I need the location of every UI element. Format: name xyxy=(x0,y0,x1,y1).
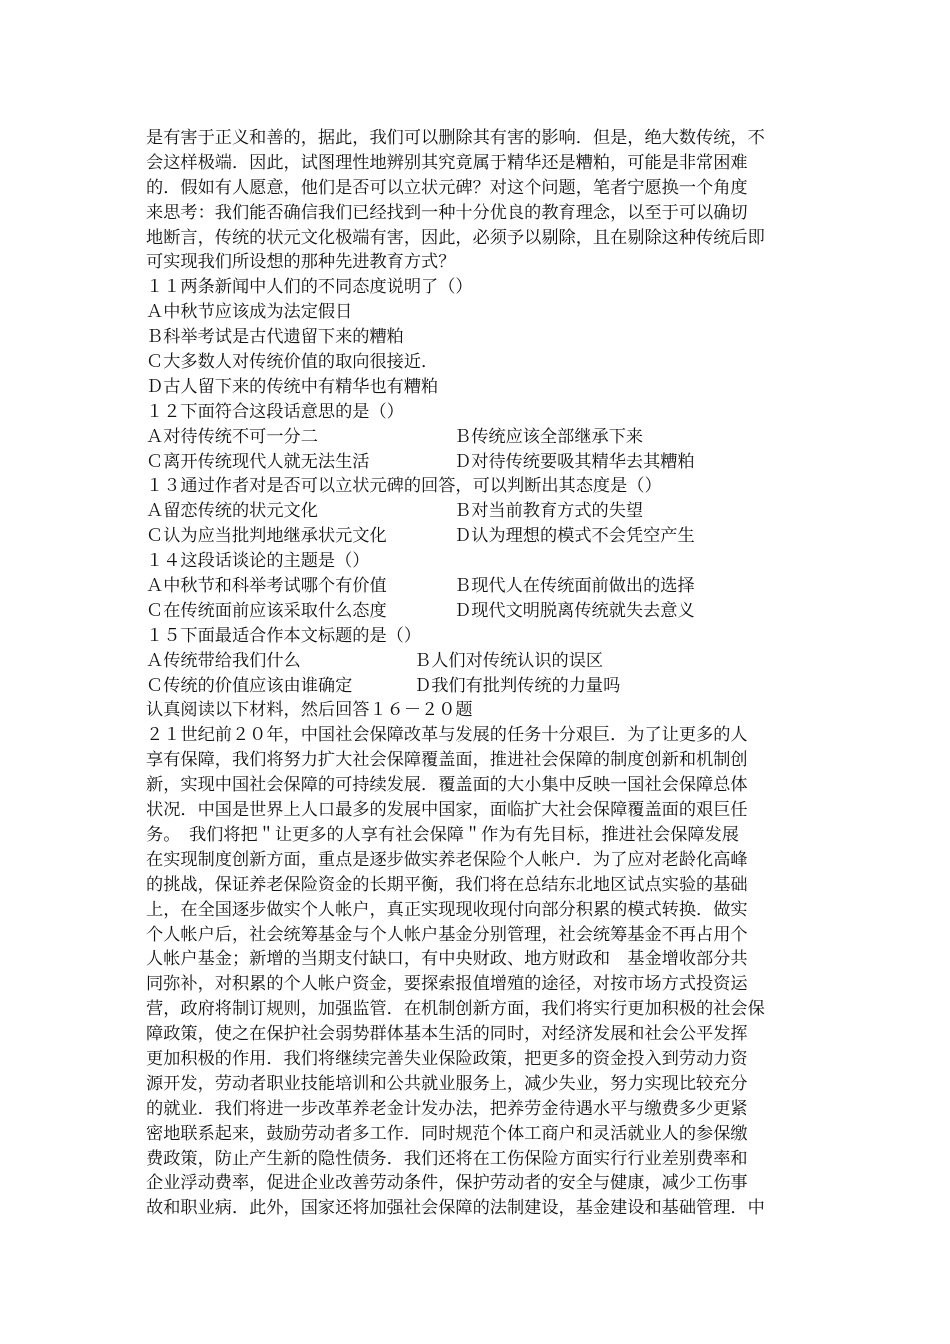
option-a: Ａ对待传统不可一分二 xyxy=(146,426,318,447)
option-a: Ａ中秋节和科举考试哪个有价值 xyxy=(146,576,387,597)
text-line: 密地联系起来，鼓励劳动者多工作．同时规范个体工商户和灵活就业人的参保缴 xyxy=(146,1123,748,1144)
question-13 xyxy=(146,474,808,549)
option-c: Ｃ传统的价值应该由谁确定 xyxy=(146,675,353,696)
text-line: 营，政府将制订规则，加强监管．在机制创新方面，我们将实行更加积极的社会保 xyxy=(146,999,765,1020)
text-line: 的就业．我们将进一步改革养老金计发办法，把养劳金待遇水平与缴费多少更紧 xyxy=(146,1098,748,1119)
question-11 xyxy=(146,275,808,399)
text-line: 更加积极的作用．我们将继续完善失业保险政策，把更多的资金投入到劳动力资 xyxy=(146,1048,748,1069)
option-c: Ｃ离开传统现代人就无法生活 xyxy=(146,451,370,472)
option-a: Ａ留恋传统的状元文化 xyxy=(146,501,318,522)
text-line: 个人帐户后，社会统筹基金与个人帐户基金分别管理，社会统筹基金不再占用个 xyxy=(146,924,748,945)
option-row xyxy=(146,599,808,624)
question-14 xyxy=(146,549,808,624)
text-line: 务。 我们将把＂让更多的人享有社会保障＂作为有先目标，推进社会保障发展 xyxy=(146,824,739,845)
text-line: 会这样极端．因此，试图理性地辨别其究竟属于精华还是糟粕，可能是非常困难 xyxy=(146,152,748,173)
option-b: Ｂ人们对传统认识的误区 xyxy=(414,650,604,671)
text-line: 的．假如有人愿意，他们是否可以立状元碑？对这个问题，笔者宁愿换一个角度 xyxy=(146,177,748,198)
option-row xyxy=(146,499,808,524)
text-line: 同弥补，对积累的个人帐户资金，要探索报值增殖的途径，对按市场方式投资运 xyxy=(146,974,748,995)
option-row xyxy=(146,450,808,475)
question-12 xyxy=(146,400,808,475)
text-line: 费政策，防止产生新的隐性债务．我们还将在工伤保险方面实行行业差别费率和 xyxy=(146,1148,748,1169)
option-c: Ｃ在传统面前应该采取什么态度 xyxy=(146,600,387,621)
question-15 xyxy=(146,624,808,699)
question-stem: １５下面最适合作本文标题的是（） xyxy=(146,625,422,646)
text-line: 人帐户基金；新增的当期支付缺口，有中央财政、地方财政和 基金增收部分共 xyxy=(146,949,748,970)
reading-passage xyxy=(146,723,808,1221)
text-line: 的挑战，保证养老保险资金的长期平衡，我们将在总结东北地区试点实验的基础 xyxy=(146,874,748,895)
text-line: 在实现制度创新方面，重点是逐步做实养老保险个人帐户．为了应对老龄化高峰 xyxy=(146,849,748,870)
option-d: Ｄ对待传统要吸其精华去其糟粕 xyxy=(454,451,695,472)
document-page xyxy=(146,126,808,1221)
text-line: 来思考：我们能否确信我们已经找到一种十分优良的教育理念，以至于可以确切 xyxy=(146,202,748,223)
question-stem: １１两条新闻中人们的不同态度说明了（） xyxy=(146,277,473,298)
text-line: 源开发，劳动者职业技能培训和公共就业服务上，减少失业，努力实现比较充分 xyxy=(146,1073,748,1094)
text-line: 是有害于正义和善的，据此，我们可以删除其有害的影响．但是，绝大数传统，不 xyxy=(146,128,765,148)
option-row xyxy=(146,425,808,450)
text-line: 可实现我们所设想的那种先进教育方式？ xyxy=(146,252,456,273)
option-row xyxy=(146,524,808,549)
option-d: Ｄ认为理想的模式不会凭空产生 xyxy=(454,526,695,547)
intro-paragraph xyxy=(146,126,808,275)
option-a: Ａ中秋节应该成为法定假日 xyxy=(146,302,353,323)
option-c: Ｃ大多数人对传统价值的取向很接近． xyxy=(146,352,439,373)
option-row xyxy=(146,674,808,699)
section-instruction: 认真阅读以下材料，然后回答１６－２０题 xyxy=(146,700,473,721)
option-b: Ｂ现代人在传统面前做出的选择 xyxy=(454,576,695,597)
question-stem: １４这段话谈论的主题是（） xyxy=(146,551,370,572)
option-d: Ｄ我们有批判传统的力量吗 xyxy=(414,675,621,696)
text-line: 企业浮动费率，促进企业改善劳动条件，保护劳动者的安全与健康，减少工伤事 xyxy=(146,1173,748,1194)
text-line: 状况．中国是世界上人口最多的发展中国家，面临扩大社会保障覆盖面的艰巨任 xyxy=(146,800,748,821)
option-row xyxy=(146,649,808,674)
text-line: 故和职业病．此外，国家还将加强社会保障的法制建设，基金建设和基础管理．中 xyxy=(146,1198,765,1219)
text-line: 上，在全国逐步做实个人帐户，真正实现现收现付向部分积累的模式转换．做实 xyxy=(146,899,748,920)
option-d: Ｄ古人留下来的传统中有精华也有糟粕 xyxy=(146,376,439,397)
option-d: Ｄ现代文明脱离传统就失去意义 xyxy=(454,600,695,621)
option-b: Ｂ对当前教育方式的失望 xyxy=(454,501,644,522)
option-b: Ｂ科举考试是古代遗留下来的糟粕 xyxy=(146,327,404,348)
text-line: 享有保障，我们将努力扩大社会保障覆盖面，推进社会保障的制度创新和机制创 xyxy=(146,750,748,771)
text-line: 新，实现中国社会保障的可持续发展．覆盖面的大小集中反映一国社会保障总体 xyxy=(146,775,748,796)
option-a: Ａ传统带给我们什么 xyxy=(146,650,301,671)
question-stem: １２下面符合这段话意思的是（） xyxy=(146,401,404,422)
question-stem: １３通过作者对是否可以立状元碑的回答，可以判断出其态度是（） xyxy=(146,476,662,497)
option-row xyxy=(146,574,808,599)
text-line: ２１世纪前２０年，中国社会保障改革与发展的任务十分艰巨．为了让更多的人 xyxy=(146,725,748,746)
text-line: 障政策，使之在保护社会弱势群体基本生活的同时，对经济发展和社会公平发挥 xyxy=(146,1024,748,1045)
option-c: Ｃ认为应当批判地继承状元文化 xyxy=(146,526,387,547)
text-line: 地断言，传统的状元文化极端有害，因此，必须予以剔除，且在剔除这种传统后即 xyxy=(146,227,765,248)
option-b: Ｂ传统应该全部继承下来 xyxy=(454,426,644,447)
